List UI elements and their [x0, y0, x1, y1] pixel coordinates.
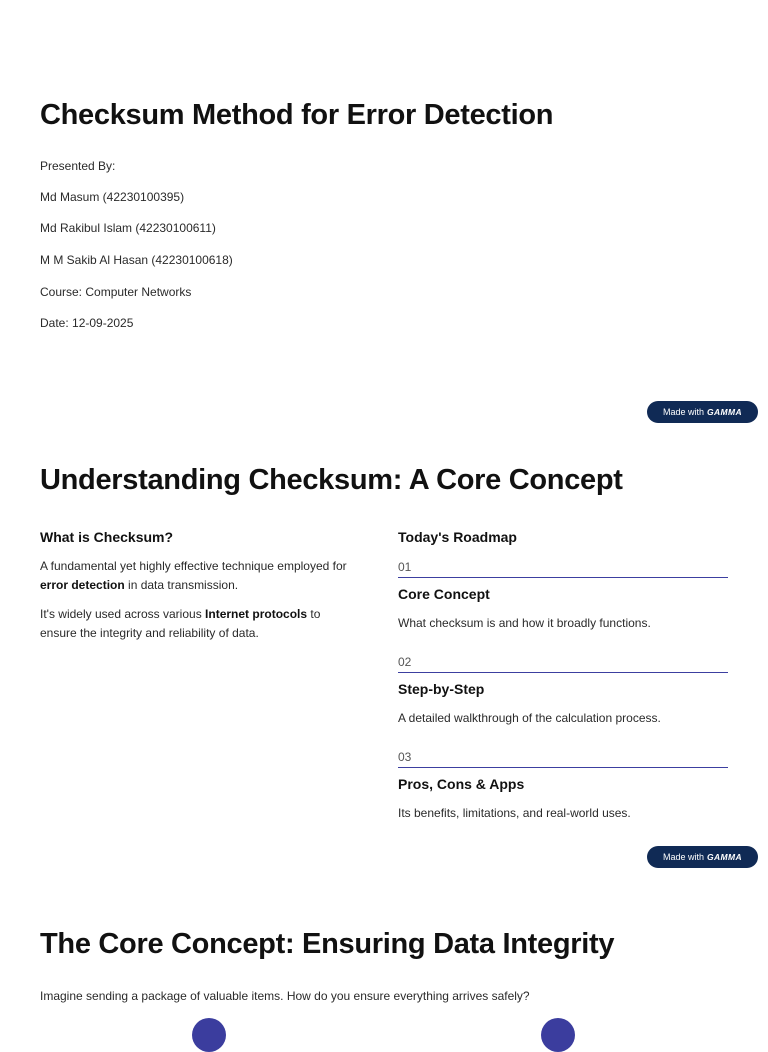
- usage-text-a: It's widely used across various: [40, 607, 206, 621]
- presenter-2: Md Rakibul Islam (42230100611): [40, 221, 216, 235]
- badge-prefix: Made with: [662, 852, 704, 862]
- roadmap-item-description: A detailed walkthrough of the calculation process.: [398, 711, 661, 725]
- roadmap-item-description: What checksum is and how it broadly functions.: [398, 616, 651, 630]
- checksum-definition: [40, 557, 360, 595]
- checksum-usage: [40, 605, 360, 643]
- presenter-3: M M Sakib Al Hasan (42230100618): [40, 253, 233, 267]
- roadmap-item-core-concept: [398, 559, 728, 630]
- presented-by-label: Presented By:: [40, 159, 116, 173]
- slide-3-title: The Core Concept: Ensuring Data Integrity: [40, 928, 615, 960]
- roadmap-item-description: Its benefits, limitations, and real-world uses.: [398, 806, 631, 820]
- roadmap-number: 02: [398, 655, 412, 669]
- roadmap-number: 03: [398, 750, 412, 764]
- slide-2-title: Understanding Checksum: A Core Concept: [40, 464, 623, 496]
- date-line: Date: 12-09-2025: [40, 316, 134, 330]
- roadmap-heading: Today's Roadmap: [398, 529, 517, 545]
- gamma-logo: GAMMA: [706, 852, 743, 862]
- step-circle-icon: [541, 1018, 575, 1052]
- made-with-gamma-badge[interactable]: [647, 401, 758, 423]
- definition-text-a: A fundamental yet highly effective technique employed for: [40, 559, 347, 573]
- roadmap-divider: [398, 672, 728, 673]
- what-is-checksum-heading: What is Checksum?: [40, 529, 174, 545]
- roadmap-item-title: Core Concept: [398, 586, 490, 602]
- slide-3-intro: Imagine sending a package of valuable items. How do you ensure everything arrives safely?: [40, 989, 530, 1003]
- usage-text-b: to ensure the integrity and reliability of data.: [40, 607, 321, 640]
- badge-prefix: Made with: [662, 407, 704, 417]
- usage-bold: Internet protocols: [205, 607, 308, 621]
- roadmap-divider: [398, 767, 728, 768]
- course-line: Course: Computer Networks: [40, 285, 192, 299]
- gamma-logo: GAMMA: [706, 407, 743, 417]
- presenter-1: Md Masum (42230100395): [40, 190, 185, 204]
- roadmap-item-title: Pros, Cons & Apps: [398, 776, 525, 792]
- roadmap-item-pros-cons: [398, 749, 728, 820]
- slide-1-title: Checksum Method for Error Detection: [40, 99, 554, 131]
- roadmap-number: 01: [398, 560, 412, 574]
- made-with-gamma-badge[interactable]: [647, 846, 758, 868]
- definition-bold: error detection: [40, 578, 125, 592]
- roadmap-item-title: Step-by-Step: [398, 681, 485, 697]
- step-circle-icon: [192, 1018, 226, 1052]
- definition-text-b: in data transmission.: [124, 578, 239, 592]
- roadmap-divider: [398, 577, 728, 578]
- roadmap-item-step-by-step: [398, 654, 728, 725]
